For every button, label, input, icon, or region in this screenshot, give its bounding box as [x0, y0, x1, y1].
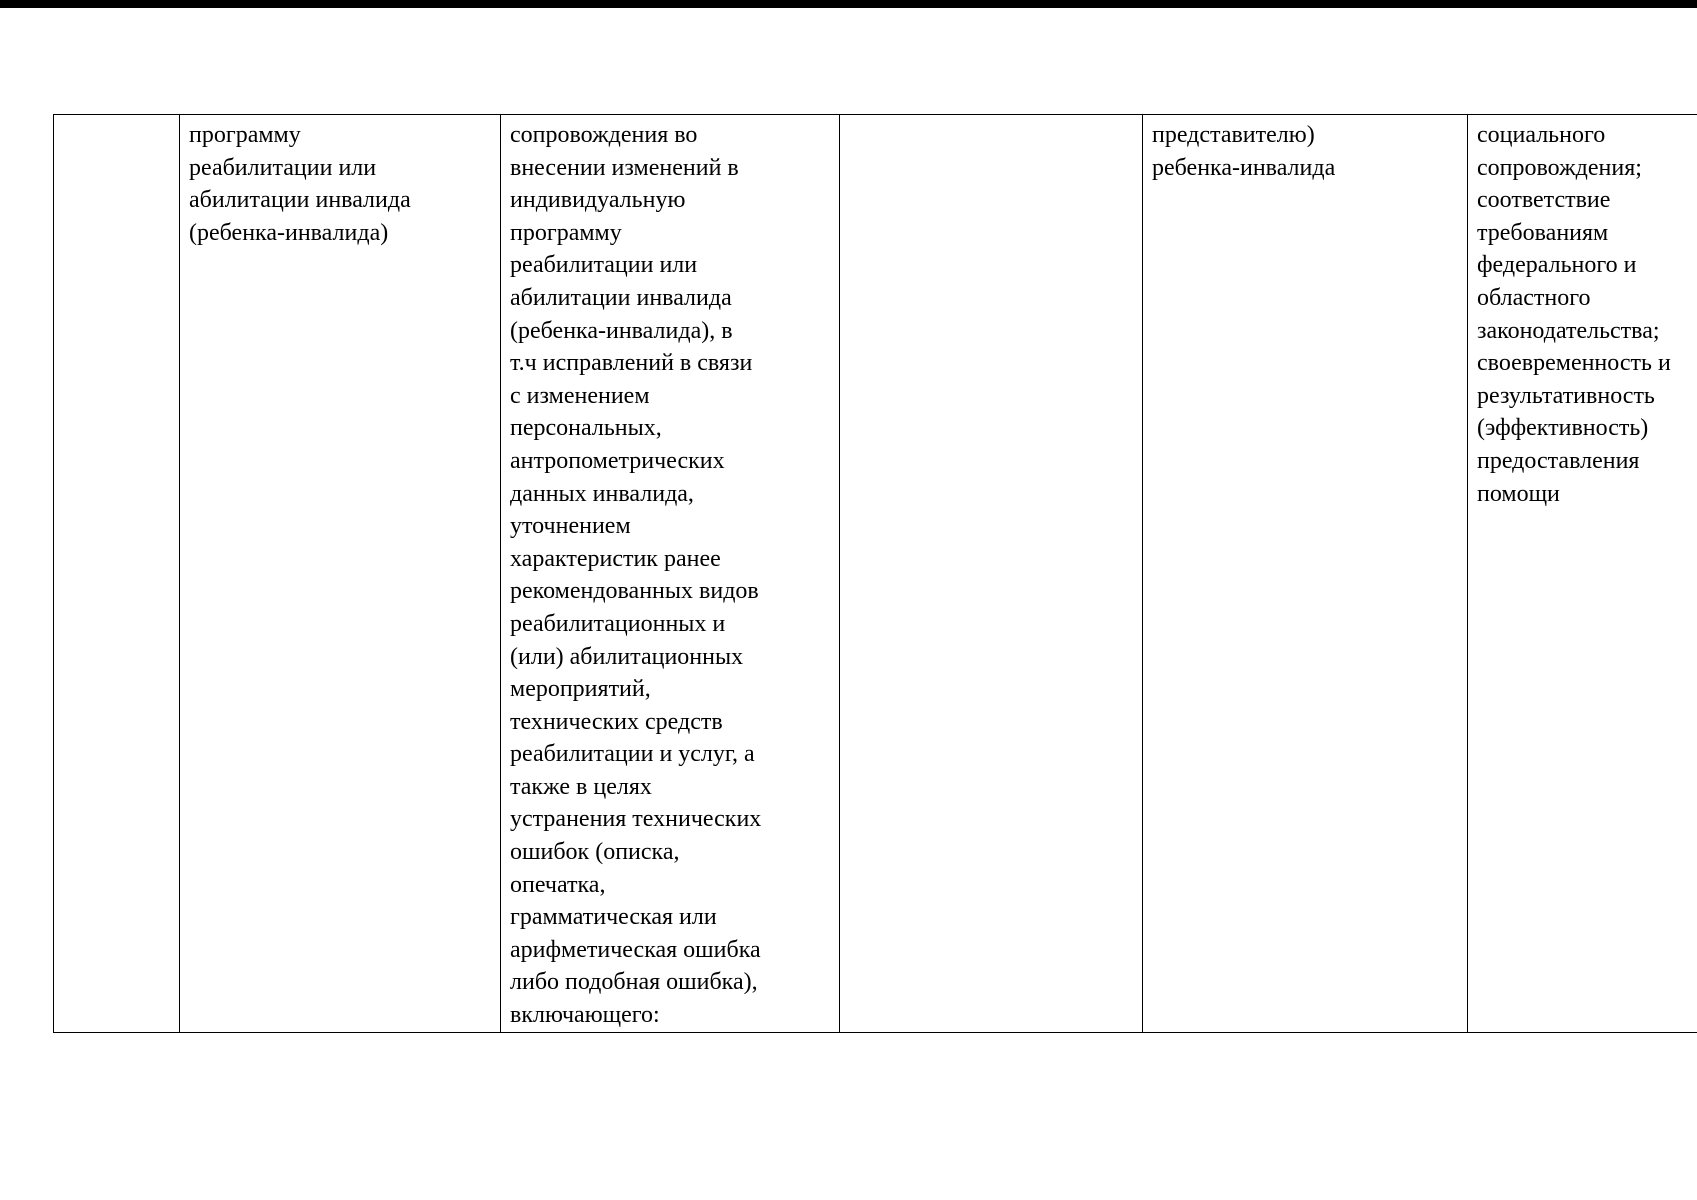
cell-text-line: арифметическая ошибка	[510, 936, 761, 963]
cell-text-line: технических средств	[510, 708, 723, 735]
cell-text-line: рекомендованных видов	[510, 578, 759, 605]
cell-text-line: данных инвалида,	[510, 480, 694, 507]
cell-text-line: (эффективность)	[1477, 415, 1649, 442]
cell-text-line: областного	[1477, 284, 1591, 311]
cell-text-line: законодательства;	[1477, 317, 1660, 344]
cell-text-line: индивидуальную	[510, 187, 686, 214]
cell-text-line: т.ч исправлений в связи	[510, 350, 753, 377]
cell-text-line: уточнением	[510, 513, 631, 540]
cell-text-line: антропометрических	[510, 447, 725, 474]
cell-text-line: реабилитационных и	[510, 610, 726, 637]
table-cell-number	[54, 115, 180, 1033]
cell-text-line: требованиям	[1477, 219, 1609, 246]
cell-text-line: ребенка-инвалида	[1152, 154, 1336, 181]
cell-text-line: программу	[189, 122, 301, 148]
table-cell-quality-criteria	[1468, 115, 1697, 1033]
cell-text-line: мероприятий,	[510, 676, 651, 703]
cell-text-line: включающего:	[510, 1002, 660, 1029]
table-cell-service-description	[501, 115, 840, 1033]
page-top-border	[0, 0, 1697, 8]
cell-text-line: (ребенка-инвалида), в	[510, 317, 733, 344]
cell-text-line: программу	[510, 219, 622, 246]
cell-text-line: устранения технических	[510, 806, 762, 833]
cell-text-line: также в целях	[510, 773, 652, 800]
cell-text-line: реабилитации или	[510, 252, 698, 279]
cell-text-line: с изменением	[510, 382, 650, 409]
cell-text-line: своевременность и	[1477, 350, 1671, 377]
cell-text-line: сопровождения;	[1477, 154, 1642, 181]
cell-text-line: результативность	[1477, 382, 1655, 409]
cell-text-line: социального	[1477, 122, 1606, 148]
cell-text-line: характеристик ранее	[510, 545, 721, 572]
cell-text-line: опечатка,	[510, 871, 606, 898]
cell-text-line: (или) абилитационных	[510, 643, 744, 670]
cell-text-line: внесении изменений в	[510, 154, 739, 181]
cell-text-line: предоставления	[1477, 447, 1640, 474]
cell-text-line: грамматическая или	[510, 904, 717, 931]
cell-text-line: либо подобная ошибка),	[510, 969, 758, 996]
cell-text-line: сопровождения во	[510, 122, 698, 148]
table-cell-empty	[840, 115, 1143, 1033]
table-row	[54, 115, 1697, 1033]
cell-text-line: соответствие	[1477, 187, 1611, 214]
cell-text-line: представителю)	[1152, 122, 1315, 148]
cell-text-line: абилитации инвалида	[510, 284, 732, 311]
cell-text-line: персональных,	[510, 415, 662, 442]
cell-text-line: (ребенка-инвалида)	[189, 219, 389, 246]
document-table	[53, 114, 1697, 1033]
cell-text-line: реабилитации или	[189, 154, 377, 181]
cell-text-line: реабилитации и услуг, а	[510, 741, 755, 768]
cell-text-line: федерального и	[1477, 252, 1637, 279]
cell-text-line: помощи	[1477, 480, 1560, 507]
table-cell-subject	[180, 115, 501, 1033]
table-cell-recipient	[1143, 115, 1468, 1033]
cell-text-line: ошибок (описка,	[510, 839, 680, 866]
cell-text-line: абилитации инвалида	[189, 187, 411, 214]
